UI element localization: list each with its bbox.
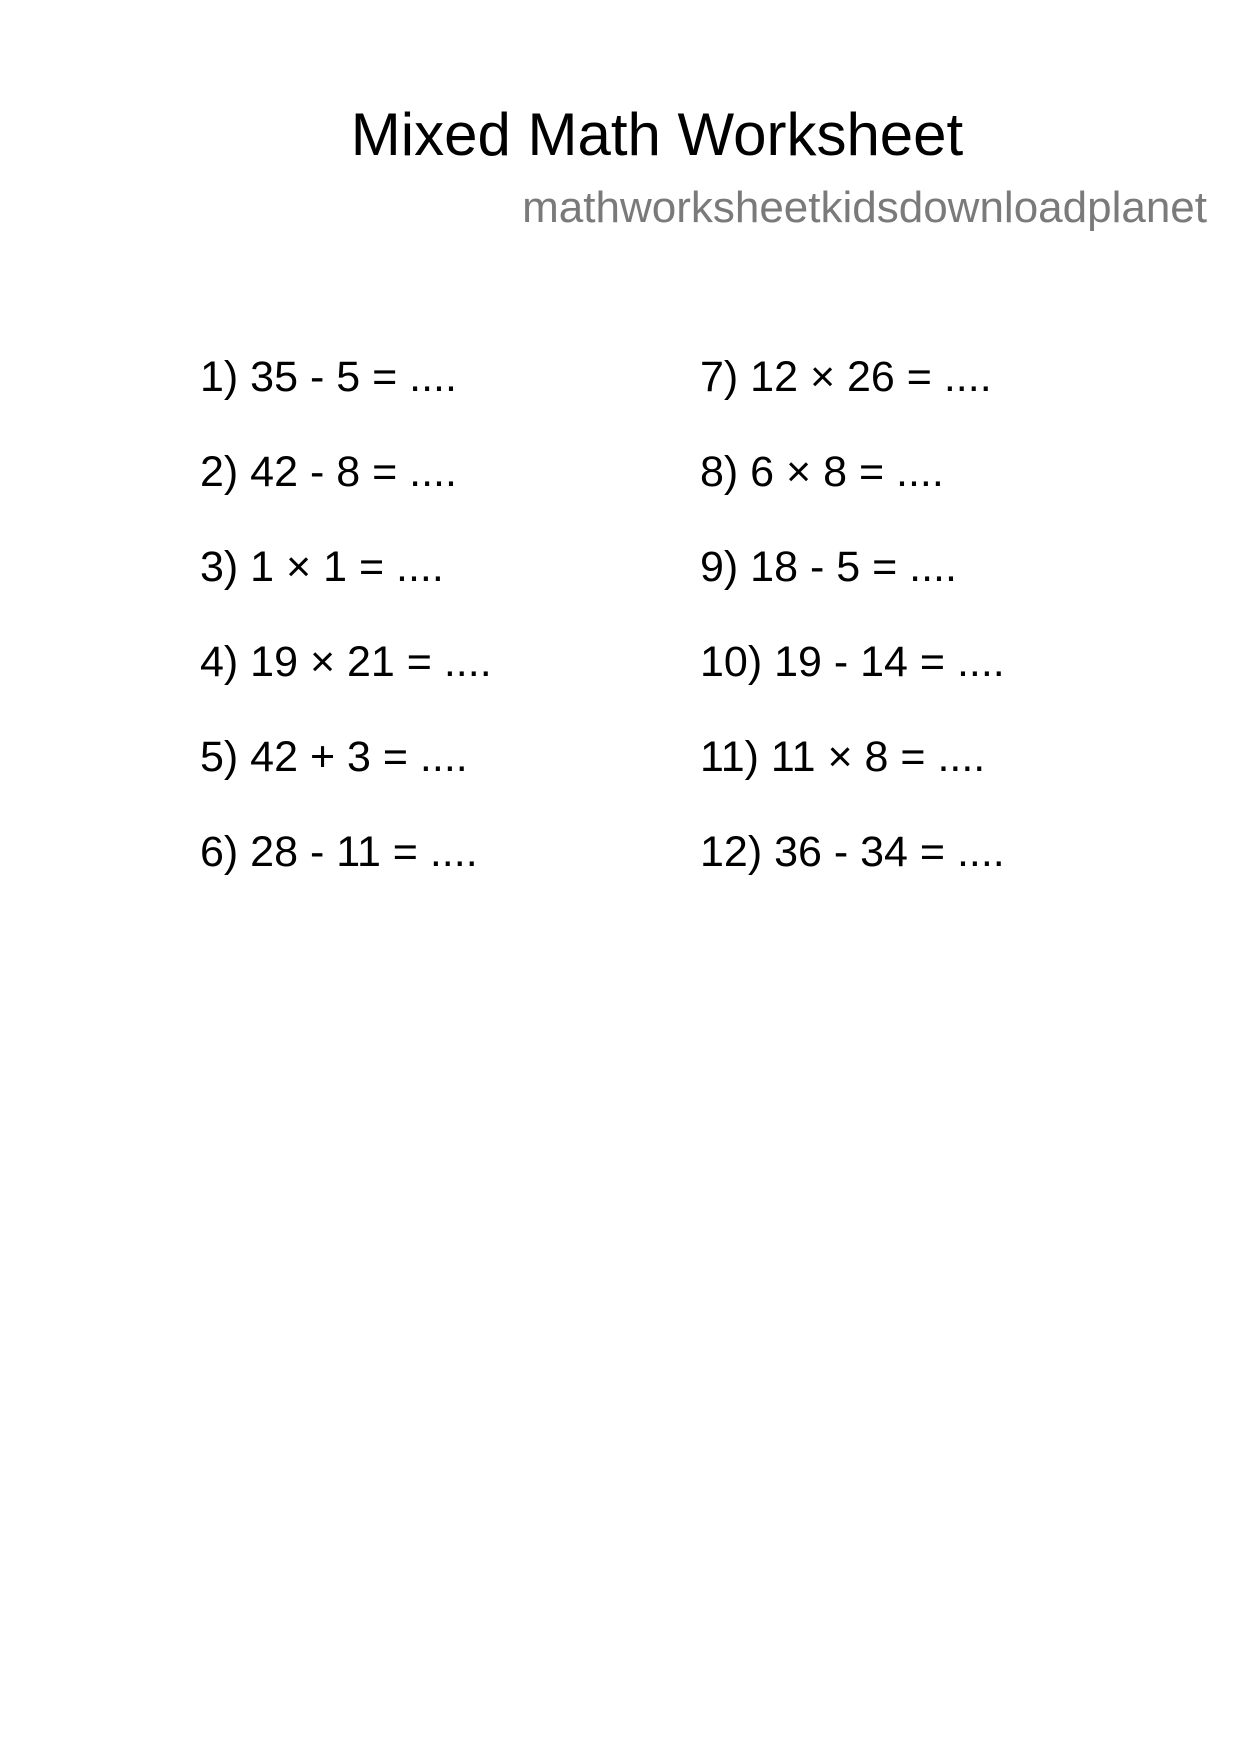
problem-10: 10) 19 - 14 = .... bbox=[700, 638, 1005, 686]
problem-grid bbox=[200, 350, 1100, 920]
problem-9: 9) 18 - 5 = .... bbox=[700, 543, 957, 591]
problem-12: 12) 36 - 34 = .... bbox=[700, 828, 1005, 876]
problem-7: 7) 12 × 26 = .... bbox=[700, 353, 992, 401]
problem-6: 6) 28 - 11 = .... bbox=[200, 828, 478, 876]
problem-11: 11) 11 × 8 = .... bbox=[700, 733, 986, 781]
problem-4: 4) 19 × 21 = .... bbox=[200, 638, 492, 686]
problem-1: 1) 35 - 5 = .... bbox=[200, 353, 457, 401]
site-watermark: mathworksheetkidsdownloadplanet bbox=[522, 183, 1207, 232]
problem-3: 3) 1 × 1 = .... bbox=[200, 543, 444, 591]
worksheet-title: Mixed Math Worksheet bbox=[350, 101, 964, 168]
problem-2: 2) 42 - 8 = .... bbox=[200, 448, 457, 496]
problem-5: 5) 42 + 3 = .... bbox=[200, 733, 468, 781]
problem-8: 8) 6 × 8 = .... bbox=[700, 448, 944, 496]
